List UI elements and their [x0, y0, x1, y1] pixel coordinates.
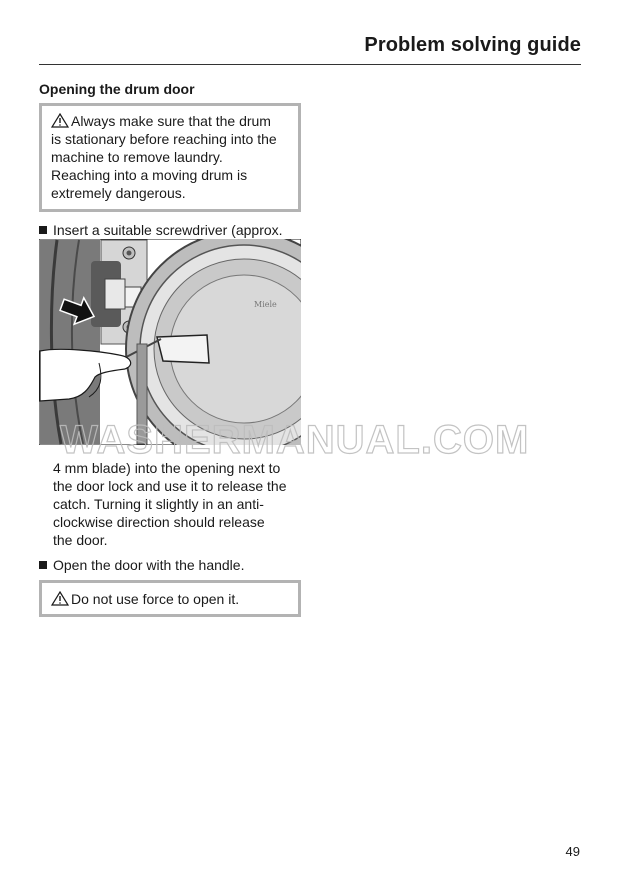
warning-triangle-icon [51, 591, 69, 606]
watermark-text: WASHERMANUAL.COM [60, 418, 530, 462]
warning-line: is stationary before reaching into the [51, 131, 277, 147]
step-1-bullet [39, 221, 283, 239]
warning-text: Do not use force to open it. [71, 591, 240, 607]
warning-line: machine to remove laundry. [51, 149, 223, 165]
warning-triangle-icon [51, 113, 69, 128]
step-2-text: Open the door with the handle. [53, 557, 245, 573]
section-heading: Opening the drum door [39, 81, 195, 97]
step-1-continuation [53, 459, 313, 549]
page-number: 49 [565, 844, 580, 859]
warning-line: Always make sure that the drum [71, 113, 271, 129]
warning-line: extremely dangerous. [51, 185, 186, 201]
step-line: catch. Turning it slightly in an anti- [53, 496, 264, 512]
brand-logo-text: Miele [254, 300, 277, 309]
screwdriver-door-lock-illustration [39, 239, 301, 445]
header-rule [39, 64, 581, 65]
step-1-text: Insert a suitable screwdriver (approx. [53, 222, 283, 238]
page-header-title: Problem solving guide [364, 34, 581, 56]
bullet-square-icon [39, 226, 47, 234]
warning-line: Reaching into a moving drum is [51, 167, 248, 183]
step-line: 4 mm blade) into the opening next to [53, 460, 281, 476]
step-line: clockwise direction should release [53, 514, 265, 530]
step-line: the door. [53, 532, 108, 548]
warning-box-stationary-drum [39, 103, 301, 212]
warning-box-no-force [39, 580, 301, 617]
step-line: the door lock and use it to release the [53, 478, 287, 494]
step-2-bullet [39, 556, 244, 574]
bullet-square-icon [39, 561, 47, 569]
